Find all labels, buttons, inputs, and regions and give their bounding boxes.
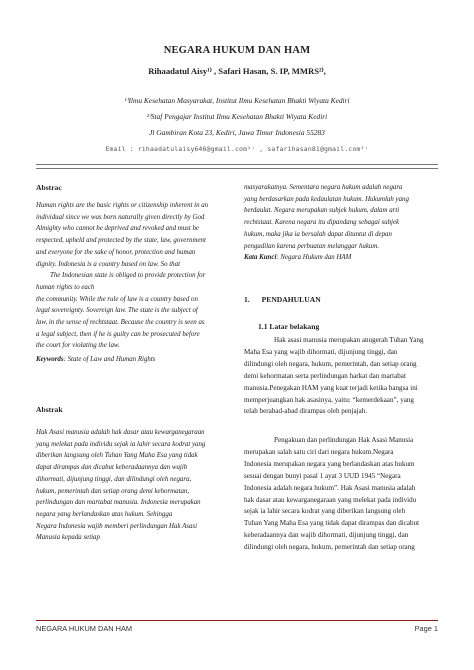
abstract-id-line: pengadilan karena perbuatan melanggar hukum. — [244, 242, 380, 250]
affiliation-address: Jl Gambiran Kota 23, Kediri, Jawa Timur Indonesia 55283 — [149, 128, 325, 137]
abstract-id-line: diberikan langsung oleh Tuhan Yang Maha Esa yang tidak — [36, 452, 198, 460]
footer-divider — [36, 620, 438, 621]
paragraph-line: telah berabad-abad dirampas oleh penjajah. — [244, 407, 368, 416]
abstract-en-line: respected, upheld and protected by the state, law, government — [36, 237, 206, 245]
abstract-id-heading: Abstrak — [36, 405, 63, 414]
intro-paragraph-1 — [244, 335, 444, 418]
abstract-en-line: Human rights are the basic rights or citizenship inherent in an — [36, 202, 209, 209]
abstract-id-line: dapat dirampas dan dicabut keberadaannya dan wajib — [36, 464, 188, 472]
abstract-en-line: law, in the sense of rechtstaat. Because the country is seen as — [36, 319, 205, 327]
header-divider-top — [36, 164, 438, 165]
kata-kunci-label: Kata Kunci — [244, 254, 277, 262]
keywords-line — [36, 354, 226, 366]
abstract-id-line: dihormati, dijunjung tinggi, dan dilindungi oleh negara, — [36, 475, 192, 483]
kata-kunci-value: : Negara Hukum dan HAM — [276, 254, 352, 262]
kata-kunci-line — [244, 252, 444, 264]
keywords-value: : State of Law and Human Rights — [63, 356, 156, 364]
subsection-heading: 1.1 Latar belakang — [258, 322, 320, 331]
abstract-en-line: The Indonesian state is obliged to provide protection for — [50, 272, 206, 280]
affiliation-2: ²⁾Staf Pengajar Institut Ilmu Kesehatan Bhakti Wiyata Kediri — [146, 112, 328, 121]
abstract-en-line: legal sovereignty. Sovereign law. The state is the subject of — [36, 307, 198, 315]
paragraph-line: memperjuangkan hak asasinya, yaitu: “kemerdekaan”, yang — [244, 395, 414, 404]
abstract-en-line: Almighty who cannot be deprived and revoked and must be — [36, 225, 199, 233]
paragraph-line: dilindungi oleh negara, hukum, pemerintah dan setiap orang — [244, 543, 415, 552]
section-number: 1. — [244, 295, 250, 304]
paragraph-line: Maha Esa yang wajib dihormati, dijunjung tinggi, dan — [244, 347, 398, 356]
paragraph-line: demi kehormatan serta perlindungan harkat dan martabat — [244, 371, 406, 380]
abstract-en-line: and everyone for the sake of honor, protection and human — [36, 248, 196, 256]
abstract-id-line: yang berdasarkan pada kedaulatan hukum. Hukumlah yang — [244, 195, 409, 203]
abstract-id-line: masyarakatnya. Sementara negara hukum adalah negara — [244, 184, 403, 191]
email-line: Email : rihaadatulaisy646@gmail.com¹⁾ , safarihasan81@gmail.com²⁾ — [105, 145, 369, 153]
abstract-en-line: the community. While the rule of law is a country based on — [36, 295, 198, 303]
paragraph-line: sejak ia lahir secara kodrat yang diberikan langsung oleh — [244, 507, 406, 516]
paragraph-line: Indonesia adalah negara hukum”. Hak Asasi manusia adalah — [244, 483, 416, 492]
abstract-en-line: dignity. Indonesia is a country based on law. So that — [36, 260, 180, 268]
paragraph-line: sesuai dengan bunyi pasal 1 ayat 3 UUD 1945 “Negara — [244, 471, 401, 480]
keywords-label: Keywords — [36, 356, 64, 364]
abstract-id-continuation — [244, 182, 444, 264]
abstract-id-line: hukum, maka jika ia bersalah dapat dituntut di depan — [244, 230, 392, 238]
paragraph-line: keberadaannya dan wajib dihormati, dijunjung tinggi, dan — [244, 531, 409, 540]
abstract-en-line: individual since we was born naturally given directly by God — [36, 213, 205, 221]
abstract-id-line: Negara Indonesia wajib memberi perlindungan Hak Asasi — [36, 522, 198, 530]
abstract-id-line: hukum, pemerintah dan setiap orang demi kehormatan, — [36, 487, 190, 495]
paragraph-line: Tuhan Yang Maha Esa yang tidak dapat dirampas dan dicabut — [244, 519, 420, 528]
abstract-id-body — [36, 427, 226, 544]
abstract-id-line: Manusia kepada setiap — [36, 534, 100, 542]
abstract-id-line: yang melekat pada individu sejak ia lahir secara kodrat yang — [36, 440, 206, 448]
abstract-en-line: human rights to each — [36, 283, 95, 291]
paragraph-line: Indonesia merupakan negara yang berlandaskan atas hukum — [244, 459, 415, 468]
paragraph-line: dilindungi oleh negara, hukum, pemerintah, dan setiap orang — [244, 359, 417, 368]
section-heading — [244, 295, 444, 304]
abstract-id-line: berdaulat. Negara merupakan subjek hukum, dalam arti — [244, 207, 400, 215]
abstract-id-line: Hak Asasi manusia adalah hak dasar atau kewarganegaraan — [36, 429, 205, 436]
abstract-id-line: perlindungan dan martabat manusia. Indonesia merupakan — [36, 499, 201, 507]
header-divider-bottom — [36, 168, 438, 169]
intro-paragraph-2 — [244, 435, 444, 554]
page-number: Page 1 — [414, 624, 438, 633]
section-title: PENDAHULUAN — [261, 295, 321, 304]
affiliation-1: ¹⁾Ilmu Kesehatan Masyarakat, Institut Ilmu Kesehatan Bhakti Wiyata Kediri — [124, 96, 350, 105]
abstract-id-line: negara yang berlandaskan atas hukum. Sehingga — [36, 510, 173, 518]
paragraph-line: Hak asasi manusia merupakan anugerah Tuhan Yang — [274, 336, 424, 344]
author-line: Rihaadatul Aisy¹⁾ , Safari Hasan, S. IP, MMRS²⁾, — [148, 66, 326, 76]
abstract-en-heading: Abstrac — [36, 183, 62, 192]
footer-title: NEGARA HUKUM DAN HAM — [36, 624, 133, 633]
paragraph-line: manusia.Penegakan HAM yang kuat terjadi ketika bangsa ini — [244, 383, 418, 392]
abstract-en-body — [36, 200, 226, 366]
abstract-en-line: a legal subject, then if he is guilty can be prosecuted before — [36, 330, 200, 338]
paragraph-line: merupakan salah satu ciri dari negara hukum.Negara — [244, 447, 394, 456]
paper-title: NEGARA HUKUM DAN HAM — [163, 45, 311, 56]
paragraph-line: hak dasar atau kewarganegaraan yang melekat pada individu — [244, 495, 417, 504]
abstract-id-line: rechtstaat. Karena negara itu dipandang sebagai subjek — [244, 219, 400, 227]
paragraph-line: Pengakuan dan perlindungan Hak Asasi Manusia — [274, 436, 414, 444]
abstract-en-line: the court for violating the law. — [36, 342, 120, 350]
